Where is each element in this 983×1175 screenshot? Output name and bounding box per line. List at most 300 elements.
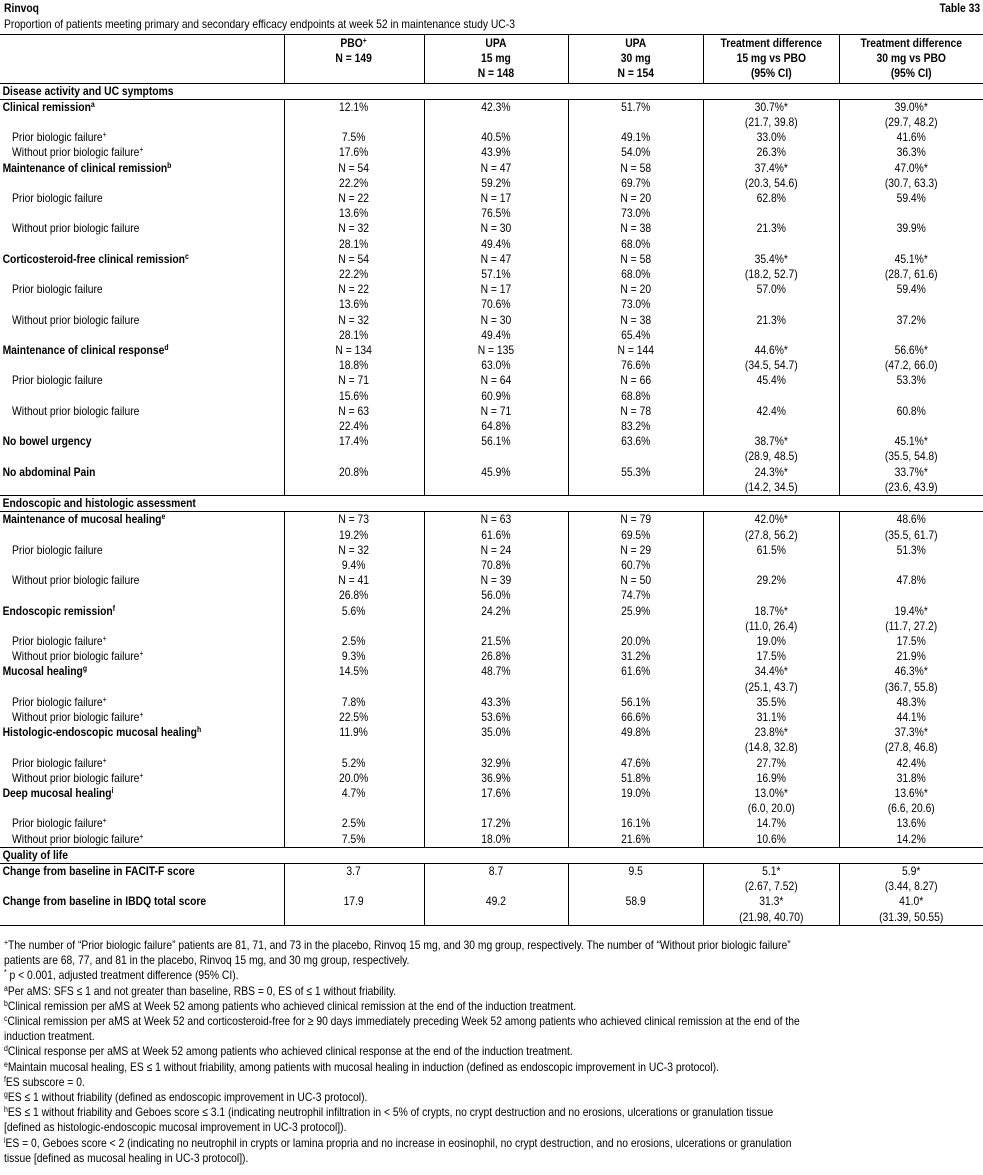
data-cell-line: N = 78 [620, 403, 651, 418]
row-label [0, 145, 284, 160]
data-cell-line: 21.6% [620, 831, 651, 846]
data-cell [568, 130, 703, 145]
data-cell-line: N = 54 [338, 160, 370, 175]
data-cell-line: 65.4% [620, 327, 651, 342]
data-cell [703, 664, 839, 694]
data-cell [424, 404, 568, 434]
table-header [0, 35, 983, 84]
footnote-line [4, 984, 959, 999]
data-cell-line: 9.3% [342, 649, 366, 664]
data-cell [284, 771, 424, 786]
data-cell [703, 373, 839, 403]
superscript-mark: + [139, 145, 144, 155]
data-cell [424, 543, 568, 573]
data-cell-line: (30.7, 63.3) [884, 175, 938, 190]
superscript-mark: h [196, 725, 202, 735]
data-cell [424, 756, 568, 771]
row-label [0, 695, 284, 710]
column-header-line [0, 51, 283, 66]
subgroup-row [0, 832, 983, 848]
data-cell-line: 7.8% [342, 694, 366, 709]
data-cell [839, 573, 983, 603]
data-cell [703, 343, 839, 373]
data-cell-line: 16.1% [620, 816, 651, 831]
column-header-line [0, 66, 283, 81]
row-label [0, 252, 284, 282]
column-header-3 [568, 35, 703, 84]
data-cell [568, 465, 703, 496]
data-cell [424, 863, 568, 894]
data-cell-line: 12.1% [339, 99, 369, 114]
data-cell-line: 28.1% [339, 236, 369, 251]
row-label-text: Without prior biologic failure [12, 573, 140, 588]
data-cell-line: 49.2 [485, 894, 507, 909]
data-cell-line: N = 22 [338, 191, 370, 206]
superscript-mark: + [363, 36, 368, 45]
section-title-text: Disease activity and UC symptoms [2, 83, 174, 98]
subgroup-row [0, 756, 983, 771]
section-title [0, 83, 983, 99]
data-cell-line: 17.6% [339, 145, 369, 160]
data-cell [284, 695, 424, 710]
data-cell-line: N = 20 [620, 191, 651, 206]
footnote-text: Clinical remission per aMS at Week 52 among patients who achieved clinical remission at the end of the induction treatment. [7, 998, 577, 1013]
row-label [0, 756, 284, 771]
data-cell-line: 45.4% [756, 373, 786, 388]
subgroup-row [0, 771, 983, 786]
data-cell [424, 221, 568, 251]
column-header-2 [424, 35, 568, 84]
data-cell-line: 17.4% [339, 434, 369, 449]
data-cell-line: (23.6, 43.9) [884, 479, 938, 494]
data-cell-line: 24.3%* [754, 464, 788, 479]
data-cell [568, 145, 703, 160]
header-cell-blank [0, 35, 284, 84]
row-label-text: Prior biologic failure [12, 282, 103, 297]
data-cell-line: 70.6% [481, 297, 511, 312]
data-cell-line: 3.7 [346, 863, 362, 878]
row-label-text: Deep mucosal healing$^i$ [2, 785, 114, 800]
data-cell [568, 664, 703, 694]
data-cell-line: 63.6% [620, 434, 651, 449]
table-body [0, 83, 983, 925]
data-cell-line: 5.1* [761, 863, 781, 878]
data-cell-line: 35.4%* [754, 251, 788, 266]
data-cell-line: 51.3% [896, 542, 926, 557]
row-label-text: Prior biologic failure [12, 191, 103, 206]
endpoint-row [0, 252, 983, 282]
data-cell-line: 13.6% [339, 297, 369, 312]
data-cell-line: N = 66 [620, 373, 651, 388]
superscript-mark: * [4, 968, 7, 978]
data-cell-line: 22.5% [339, 709, 369, 724]
data-cell-line: 62.8% [756, 191, 786, 206]
endpoint-row [0, 99, 983, 130]
data-cell [424, 282, 568, 312]
data-cell [424, 832, 568, 848]
row-label-text: Mucosal healing$^g$ [2, 664, 88, 679]
column-header-5 [839, 35, 983, 84]
footnotes [4, 938, 959, 1166]
data-cell-line: 7.5% [342, 130, 366, 145]
column-header-line: UPA [624, 36, 647, 50]
data-cell-line: 25.9% [620, 603, 651, 618]
data-cell-line: 60.9% [481, 388, 511, 403]
superscript-mark: i [111, 785, 114, 795]
data-cell [703, 191, 839, 221]
subgroup-row [0, 543, 983, 573]
data-cell-line: 39.0%* [894, 99, 928, 114]
data-cell-line: N = 73 [338, 512, 370, 527]
subgroup-row [0, 191, 983, 221]
data-cell-line: 47.8% [896, 573, 926, 588]
data-cell-line: 61.6% [620, 664, 651, 679]
data-cell-line: 43.3% [481, 694, 511, 709]
data-cell [568, 343, 703, 373]
row-label [0, 543, 284, 573]
footnote-text: tissue [defined as mucosal healing in UC-3 protocol]). [4, 1150, 249, 1165]
data-cell [703, 894, 839, 925]
data-cell-line: N = 144 [617, 343, 654, 358]
data-cell [568, 725, 703, 755]
data-cell [839, 343, 983, 373]
footnote-text: induction treatment. [4, 1029, 95, 1044]
footnote-text: ES ≤ 1 without friability (defined as endoscopic improvement in UC-3 protocol). [7, 1090, 368, 1105]
data-cell [424, 894, 568, 925]
data-cell-line: N = 17 [480, 282, 512, 297]
data-cell-line: 42.0%* [754, 512, 788, 527]
data-cell-line: 59.2% [481, 175, 511, 190]
data-cell-line: 64.8% [481, 419, 511, 434]
subgroup-row [0, 649, 983, 664]
data-cell [568, 434, 703, 464]
data-cell-line: (35.5, 61.7) [884, 527, 938, 542]
data-cell-line: (25.1, 43.7) [744, 679, 798, 694]
data-cell-line: 37.2% [896, 312, 926, 327]
endpoint-row [0, 343, 983, 373]
row-label [0, 664, 284, 694]
data-cell [284, 512, 424, 543]
data-cell [568, 604, 703, 634]
data-cell [839, 695, 983, 710]
data-cell-line: 7.5% [342, 831, 366, 846]
data-cell [568, 786, 703, 816]
row-label [0, 282, 284, 312]
column-header-line: 30 mg vs PBO [876, 51, 946, 66]
row-label-text: Prior biologic failure+ [12, 130, 107, 145]
footnote-line [4, 1105, 959, 1120]
data-cell-line: (3.44, 8.27) [884, 879, 938, 894]
data-cell-line: 41.0* [899, 894, 924, 909]
data-cell [568, 649, 703, 664]
data-cell-line: (27.8, 46.8) [884, 740, 938, 755]
data-cell [839, 373, 983, 403]
superscript-mark: e [161, 512, 166, 522]
data-cell-line: 27.7% [756, 755, 786, 770]
row-label [0, 191, 284, 221]
row-label [0, 894, 284, 925]
data-cell [568, 373, 703, 403]
data-cell [839, 863, 983, 894]
row-label-text: Without prior biologic failure+ [12, 770, 144, 785]
data-cell-line: N = 63 [480, 512, 512, 527]
row-label-text: Prior biologic failure [12, 373, 103, 388]
footnote-text: Maintain mucosal healing, ES ≤ 1 without friability, among patients with mucosal healing in induction (defined as endoscopic improvement in UC-3 protocol). [7, 1059, 719, 1074]
data-cell [839, 543, 983, 573]
data-cell-line: 73.0% [620, 297, 651, 312]
row-label-text: Prior biologic failure+ [12, 755, 107, 770]
row-label [0, 710, 284, 725]
data-cell [424, 664, 568, 694]
data-cell-line: 44.1% [896, 709, 926, 724]
data-cell [284, 863, 424, 894]
data-cell [703, 786, 839, 816]
data-cell-line: 13.0%* [754, 785, 788, 800]
data-cell-line: (11.7, 27.2) [885, 618, 938, 633]
superscript-mark: g [4, 1090, 8, 1100]
subgroup-row [0, 695, 983, 710]
data-cell-line: N = 32 [338, 542, 370, 557]
data-cell [424, 373, 568, 403]
data-cell [703, 252, 839, 282]
data-cell [839, 816, 983, 831]
data-cell [284, 313, 424, 343]
data-cell [703, 604, 839, 634]
row-label [0, 512, 284, 543]
data-cell-line: 22.2% [339, 175, 369, 190]
footnote-line [4, 1075, 959, 1090]
data-cell-line: (34.5, 54.7) [744, 358, 798, 373]
column-header-line: (95% CI) [890, 66, 932, 81]
data-cell-line: 14.5% [339, 664, 369, 679]
superscript-mark: a [90, 99, 95, 109]
endpoint-row [0, 604, 983, 634]
data-cell [839, 634, 983, 649]
data-cell-line: 49.8% [620, 725, 651, 740]
data-cell-line: 31.1% [756, 709, 786, 724]
column-header-line: N = 148 [477, 66, 515, 81]
data-cell-line: 21.5% [481, 633, 511, 648]
data-cell-line: N = 41 [338, 573, 370, 588]
data-cell-line: 5.6% [342, 603, 366, 618]
data-cell-line: N = 135 [477, 343, 515, 358]
data-cell-line: (47.2, 66.0) [884, 358, 938, 373]
superscript-mark: + [102, 816, 107, 826]
subgroup-row [0, 816, 983, 831]
row-label [0, 816, 284, 831]
column-header-line: N = 154 [617, 66, 654, 81]
subgroup-row [0, 313, 983, 343]
subgroup-row [0, 145, 983, 160]
data-cell-line: 42.4% [896, 755, 926, 770]
row-label [0, 832, 284, 848]
row-label-text: Change from baseline in FACIT-F score [2, 863, 195, 878]
footnote-line [4, 968, 959, 983]
data-cell [284, 604, 424, 634]
data-cell [839, 786, 983, 816]
data-cell [284, 373, 424, 403]
data-cell-line: 48.3% [896, 694, 926, 709]
data-cell-line: 70.8% [481, 557, 511, 572]
data-cell-line: N = 17 [480, 191, 512, 206]
data-cell-line: 63.0% [481, 358, 511, 373]
data-cell-line: 61.6% [481, 527, 511, 542]
footnote-line [4, 938, 959, 953]
row-label-text: Without prior biologic failure [12, 312, 140, 327]
data-cell-line: N = 134 [335, 343, 373, 358]
data-cell [284, 816, 424, 831]
data-cell-line: 17.2% [481, 816, 511, 831]
data-cell [424, 816, 568, 831]
data-cell [568, 252, 703, 282]
data-cell-line: 51.8% [620, 770, 651, 785]
footnote-text: Per aMS: SFS ≤ 1 and not greater than baseline, RBS = 0, ES of ≤ 1 without friability. [7, 983, 397, 998]
row-label [0, 771, 284, 786]
data-cell-line: N = 79 [620, 512, 651, 527]
data-cell [703, 404, 839, 434]
data-cell-line: (6.0, 20.0) [747, 801, 795, 816]
data-cell-line: 22.4% [339, 419, 369, 434]
subgroup-row [0, 282, 983, 312]
footnote-line [4, 1090, 959, 1105]
data-cell-line: 57.0% [756, 282, 786, 297]
data-cell [424, 649, 568, 664]
data-cell-line: 10.6% [756, 831, 786, 846]
row-label [0, 863, 284, 894]
data-cell-line: 55.3% [620, 464, 651, 479]
data-cell-line: 56.1% [481, 434, 511, 449]
data-cell-line: 34.4%* [754, 664, 788, 679]
data-cell-line: 26.8% [481, 649, 511, 664]
row-label-text: Without prior biologic failure+ [12, 831, 144, 846]
row-label-text: Maintenance of clinical remission$^b$ [2, 160, 172, 175]
data-cell [424, 634, 568, 649]
subgroup-row [0, 373, 983, 403]
data-cell-line: 59.4% [896, 282, 926, 297]
data-cell-line: N = 63 [338, 403, 370, 418]
data-cell-line: N = 32 [338, 221, 370, 236]
superscript-mark: + [4, 938, 9, 947]
data-cell [424, 725, 568, 755]
row-label-text: Clinical remission$^a$ [2, 99, 95, 114]
data-cell [839, 130, 983, 145]
section-title-text: Quality of life [2, 847, 68, 862]
data-cell-line: 53.6% [481, 709, 511, 724]
column-header-line: UPA [485, 36, 507, 50]
data-cell [568, 695, 703, 710]
data-cell [703, 512, 839, 543]
data-cell [703, 649, 839, 664]
data-cell-line: 32.9% [481, 755, 511, 770]
data-cell [839, 771, 983, 786]
data-cell-line: 33.7%* [894, 464, 928, 479]
row-label [0, 404, 284, 434]
data-cell [424, 99, 568, 130]
footnote-text: p < 0.001, adjusted treatment difference (95% CI). [6, 968, 239, 983]
data-cell-line: (14.2, 34.5) [744, 479, 798, 494]
data-cell-line: 69.7% [620, 175, 651, 190]
data-cell-line: 46.3%* [894, 664, 928, 679]
efficacy-table [0, 34, 983, 926]
row-label [0, 573, 284, 603]
data-cell [839, 649, 983, 664]
data-cell [839, 894, 983, 925]
subgroup-row [0, 221, 983, 251]
row-label [0, 725, 284, 755]
document-title: Rinvoq [4, 1, 39, 15]
footnote-text: Clinical response per aMS at Week 52 among patients who achieved clinical response at the end of the induction treatment. [7, 1044, 573, 1059]
row-label-text: Prior biologic failure+ [12, 816, 107, 831]
data-cell-line: 66.6% [620, 709, 651, 724]
data-cell [839, 434, 983, 464]
data-cell [424, 434, 568, 464]
data-cell [568, 313, 703, 343]
data-cell [703, 99, 839, 130]
data-cell-line: N = 39 [480, 573, 512, 588]
row-label [0, 604, 284, 634]
data-cell-line: 33.0% [756, 130, 786, 145]
data-cell [424, 343, 568, 373]
data-cell-line: N = 47 [480, 251, 512, 266]
data-cell [839, 832, 983, 848]
data-cell-line: 19.2% [339, 527, 369, 542]
data-cell [703, 863, 839, 894]
row-label [0, 313, 284, 343]
footnote-line [4, 953, 959, 968]
superscript-mark: b [4, 998, 8, 1008]
footnote-text: patients are 68, 77, and 81 in the placebo, Rinvoq 15 mg, and 30 mg group, respectively. [4, 953, 410, 968]
superscript-mark: + [102, 633, 107, 643]
data-cell-line: 13.6%* [894, 785, 928, 800]
data-cell [568, 832, 703, 848]
data-cell-line: 18.8% [339, 358, 369, 373]
row-label-text: Without prior biologic failure [12, 403, 140, 418]
data-cell [703, 282, 839, 312]
footnote-line [4, 999, 959, 1014]
superscript-mark: c [4, 1014, 8, 1024]
data-cell-line: (6.6, 20.6) [887, 801, 935, 816]
data-cell [424, 573, 568, 603]
data-cell [839, 221, 983, 251]
data-cell-line: 13.6% [896, 816, 926, 831]
data-cell-line: N = 50 [620, 573, 651, 588]
data-cell-line: 83.2% [620, 419, 651, 434]
data-cell [424, 786, 568, 816]
data-cell-line: 5.9* [902, 863, 921, 878]
data-cell-line: 45.1%* [894, 251, 928, 266]
data-cell [703, 725, 839, 755]
data-cell [839, 313, 983, 343]
data-cell-line: 37.3%* [894, 725, 928, 740]
data-cell [424, 512, 568, 543]
data-cell-line: 17.9 [343, 894, 365, 909]
data-cell [284, 543, 424, 573]
data-cell-line: 54.0% [620, 145, 651, 160]
section-row [0, 83, 983, 99]
data-cell-line: 73.0% [620, 206, 651, 221]
subgroup-row [0, 130, 983, 145]
document-header [4, 1, 980, 17]
data-cell-line: 16.9% [756, 770, 786, 785]
data-cell [284, 649, 424, 664]
superscript-mark: a [4, 983, 8, 993]
data-cell-line: (21.7, 39.8) [744, 115, 798, 130]
data-cell [568, 99, 703, 130]
data-cell [424, 191, 568, 221]
data-cell-line: (29.7, 48.2) [884, 115, 938, 130]
superscript-mark: + [102, 130, 107, 140]
footnote-line [4, 1014, 959, 1029]
